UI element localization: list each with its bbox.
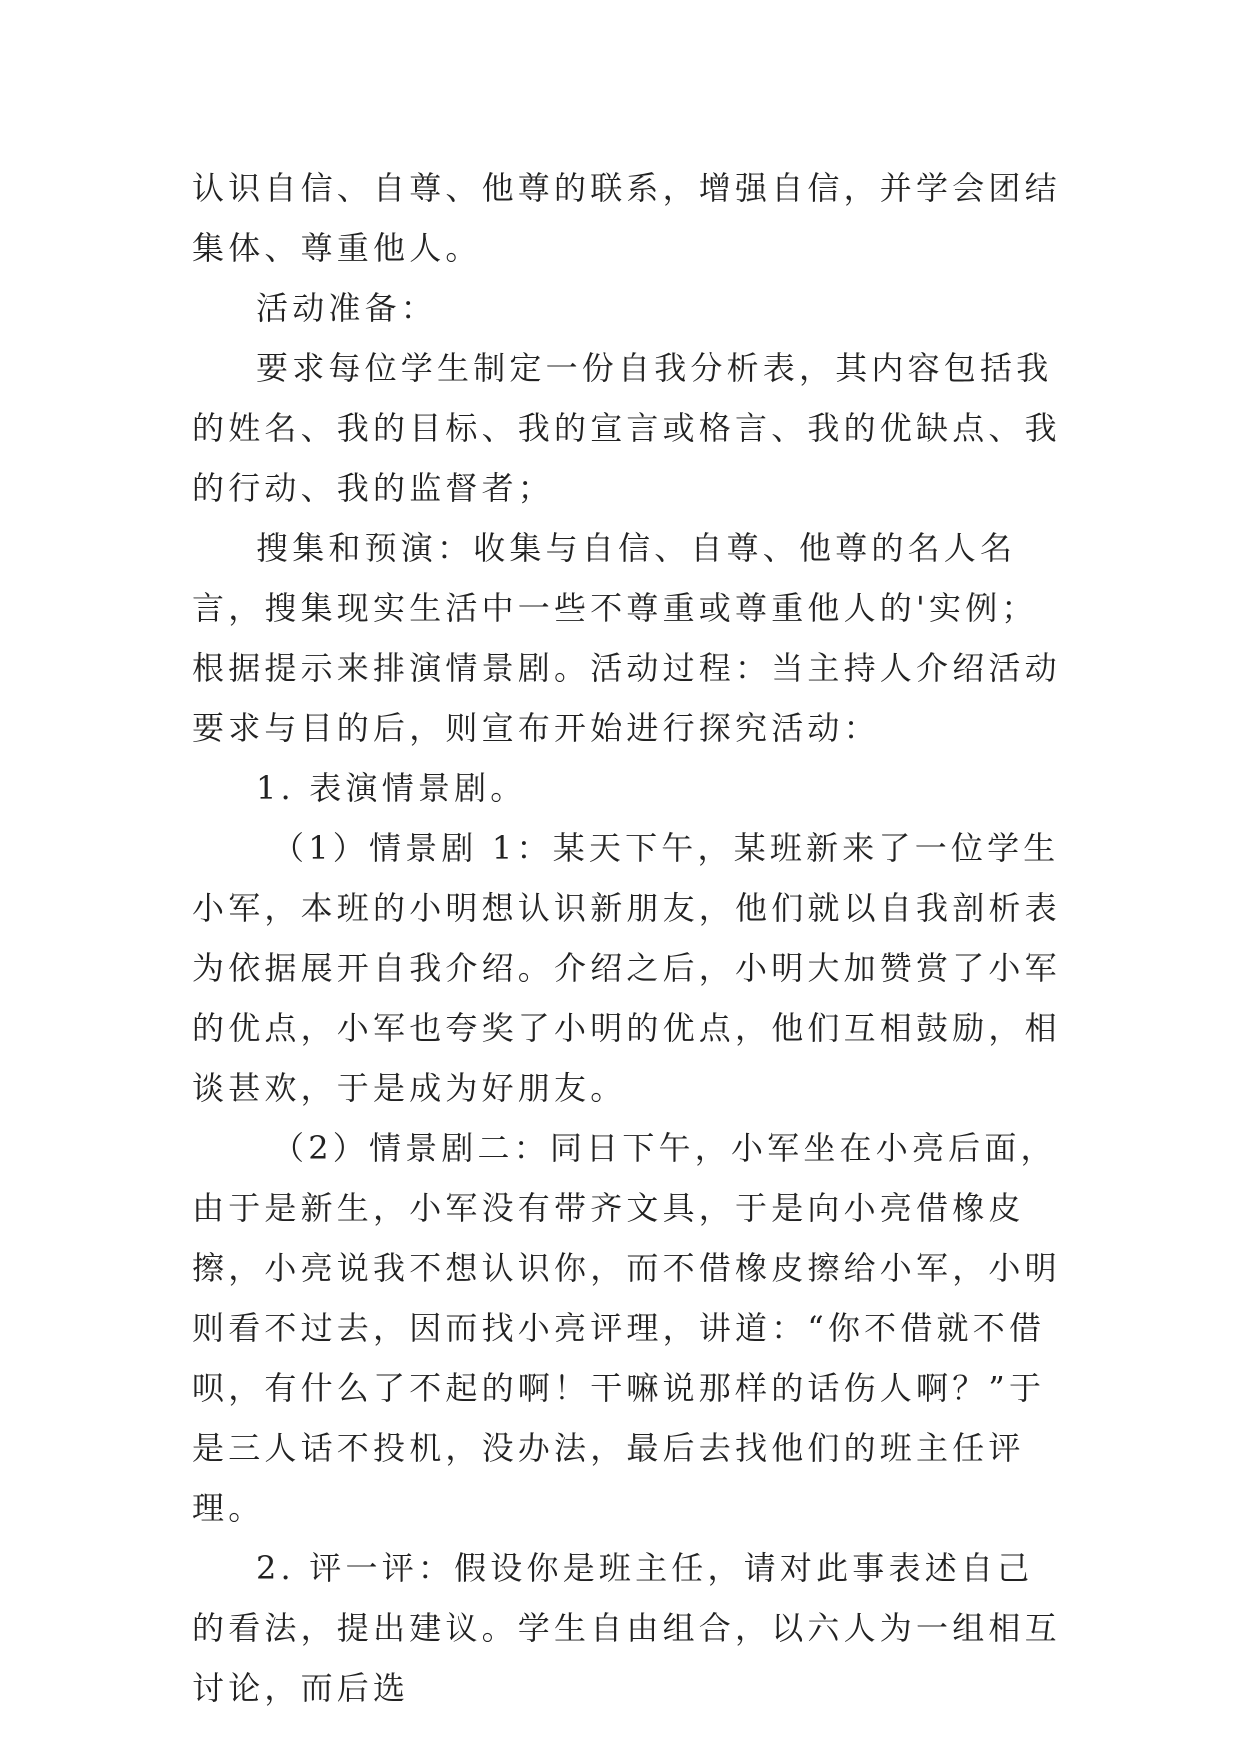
paragraph-continuation: 认识自信、自尊、他尊的联系，增强自信，并学会团结集体、尊重他人。 (192, 169, 1061, 267)
paragraph-self-analysis-requirement: 要求每位学生制定一份自我分析表，其内容包括我的姓名、我的目标、我的宣言或格言、我的优缺点、我的行动、我的监督者； (192, 349, 1061, 507)
paragraph-scene-2: （2）情景剧二：同日下午，小军坐在小亮后面，由于是新生，小军没有带齐文具，于是向小亮借橡皮擦，小亮说我不想认识你，而不借橡皮擦给小军，小明则看不过去，因而找小亮评理，讲道：“你不借就不借呗，有什么了不起的啊！干嘛说那样的话伤人啊？”于是三人话不投机，没办法，最后去找他们的班主任评理。 (192, 1129, 1061, 1527)
paragraph-step-1-heading: 1. 表演情景剧。 (256, 769, 527, 807)
paragraph-step-2-evaluate: 2. 评一评：假设你是班主任，请对此事表述自己的看法，提出建议。学生自由组合，以六人为一组相互讨论，而后选 (192, 1549, 1061, 1707)
document-body (192, 158, 1062, 1718)
paragraph-activity-preparation-heading: 活动准备： (256, 289, 438, 327)
paragraph-scene-1: （1）情景剧 1：某天下午，某班新来了一位学生小军，本班的小明想认识新朋友，他们就以自我剖析表为依据展开自我介绍。介绍之后，小明大加赞赏了小军的优点，小军也夸奖了小明的优点，他们互相鼓励，相谈甚欢，于是成为好朋友。 (192, 829, 1061, 1107)
paragraph-collection-rehearsal: 搜集和预演：收集与自信、自尊、他尊的名人名言，搜集现实生活中一些不尊重或尊重他人的'实例；根据提示来排演情景剧。活动过程：当主持人介绍活动要求与目的后，则宣布开始进行探究活动： (192, 529, 1061, 747)
